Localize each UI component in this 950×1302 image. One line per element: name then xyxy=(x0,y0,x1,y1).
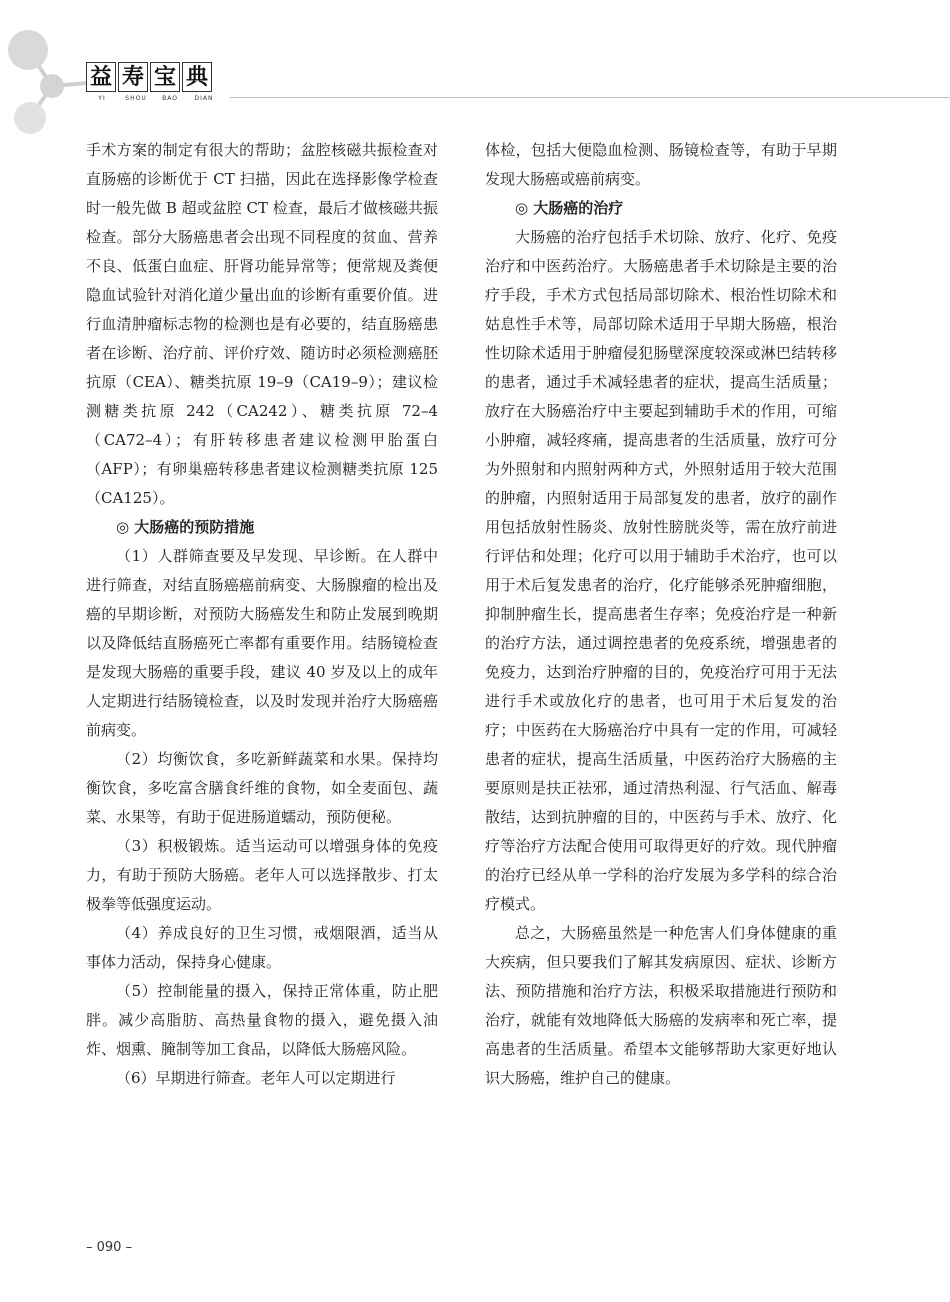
prevention-item-5: （5）控制能量的摄入，保持正常体重，防止肥胖。减少高脂肪、高热量食物的摄入，避免摄入油炸、烟熏、腌制等加工食品，以降低大肠癌风险。 xyxy=(86,982,438,1058)
right-column xyxy=(485,136,837,1093)
left-column xyxy=(86,136,438,1093)
pinyin-label: BAO xyxy=(162,95,178,102)
prevention-item-6: （6）早期进行筛查。老年人可以定期进行 xyxy=(116,1069,396,1087)
brand-char: 益 xyxy=(86,62,116,92)
brand-pinyin xyxy=(86,95,220,102)
paragraph-imaging-diagnosis: 手术方案的制定有很大的帮助；盆腔核磁共振检查对直肠癌的诊断优于 CT 扫描，因此在选择影像学检查时一般先做 B 超或盆腔 CT 检查，最后才做核磁共振检查。部分大肠癌患者会出现不同程度的贫血、营养不良、低蛋白血症、肝肾功能异常等；便常规及粪便隐血试验针对消化道少量出血的诊断有重要价值。进行血清肿瘤标志物的检测也是有必要的，结直肠癌患者在诊断、治疗前、评价疗效、随访时必须检测癌胚抗原（CEA）、糖类抗原 19–9（CA19–9）；建议检测糖类抗原 242（CA242）、糖类抗原 72–4（CA72–4）；有肝转移患者建议检测甲胎蛋白（AFP）；有卵巢癌转移患者建议检测糖类抗原 125（CA125）。 xyxy=(86,141,438,507)
pinyin-label: SHOU xyxy=(125,95,147,102)
prevention-item-2: （2）均衡饮食，多吃新鲜蔬菜和水果。保持均衡饮食，多吃富含膳食纤维的食物，如全麦面包、蔬菜、水果等，有助于促进肠道蠕动，预防便秘。 xyxy=(86,750,438,826)
brand-title xyxy=(86,62,220,92)
heading-prevention: ◎ 大肠癌的预防措施 xyxy=(116,518,255,536)
page-number: – 090 – xyxy=(86,1240,133,1255)
brand-char: 典 xyxy=(182,62,212,92)
header-rule xyxy=(230,97,950,98)
paragraph-screening-continued: 体检，包括大便隐血检测、肠镜检查等，有助于早期发现大肠癌或癌前病变。 xyxy=(485,141,837,188)
paragraph-summary: 总之，大肠癌虽然是一种危害人们身体健康的重大疾病，但只要我们了解其发病原因、症状、诊断方法、预防措施和治疗方法，积极采取措施进行预防和治疗，就能有效地降低大肠癌的发病率和死亡率，提高患者的生活质量。希望本文能够帮助大家更好地认识大肠癌，维护自己的健康。 xyxy=(485,924,837,1087)
brand-char: 寿 xyxy=(118,62,148,92)
prevention-item-3: （3）积极锻炼。适当运动可以增强身体的免疫力，有助于预防大肠癌。老年人可以选择散步、打太极拳等低强度运动。 xyxy=(86,837,438,913)
pinyin-label: YI xyxy=(98,95,106,102)
prevention-item-4: （4）养成良好的卫生习惯，戒烟限酒，适当从事体力活动，保持身心健康。 xyxy=(86,924,438,971)
magazine-masthead xyxy=(86,62,220,102)
heading-treatment: ◎ 大肠癌的治疗 xyxy=(515,199,624,217)
prevention-item-1: （1）人群筛查要及早发现、早诊断。在人群中进行筛查，对结直肠癌癌前病变、大肠腺瘤的检出及癌的早期诊断，对预防大肠癌发生和防止发展到晚期以及降低结直肠癌死亡率都有重要作用。结肠镜检查是发现大肠癌的重要手段，建议 40 岁及以上的成年人定期进行结肠镜检查，以及时发现并治疗大肠癌癌前病变。 xyxy=(86,547,438,739)
paragraph-treatment: 大肠癌的治疗包括手术切除、放疗、化疗、免疫治疗和中医药治疗。大肠癌患者手术切除是主要的治疗手段，手术方式包括局部切除术、根治性切除术和姑息性手术等，局部切除术适用于早期大肠癌，根治性切除术适用于肿瘤侵犯肠壁深度较深或淋巴结转移的患者，通过手术减轻患者的症状，提高生活质量；放疗在大肠癌治疗中主要起到辅助手术的作用，可缩小肿瘤，减轻疼痛，提高患者的生活质量，放疗可分为外照射和内照射两种方式，外照射适用于较大范围的肿瘤，内照射适用于局部复发的患者，放疗的副作用包括放射性肠炎、放射性膀胱炎等，需在放疗前进行评估和处理；化疗可以用于辅助手术治疗，也可以用于术后复发患者的治疗，化疗能够杀死肿瘤细胞，抑制肿瘤生长，提高患者生存率；免疫治疗是一种新的治疗方法，通过调控患者的免疫系统，增强患者的免疫力，达到治疗肿瘤的目的，免疫治疗可用于无法进行手术或放化疗的患者，也可用于术后复发的治疗；中医药在大肠癌治疗中具有一定的作用，可减轻患者的症状，提高生活质量，中医药治疗大肠癌的主要原则是扶正祛邪，通过清热利湿、行气活血、解毒散结，达到抗肿瘤的目的，中医药与手术、放疗、化疗等治疗方法配合使用可取得更好的疗效。现代肿瘤的治疗已经从单一学科的治疗发展为多学科的综合治疗模式。 xyxy=(485,228,837,913)
brand-char: 宝 xyxy=(150,62,180,92)
pinyin-label: DIAN xyxy=(194,95,214,102)
